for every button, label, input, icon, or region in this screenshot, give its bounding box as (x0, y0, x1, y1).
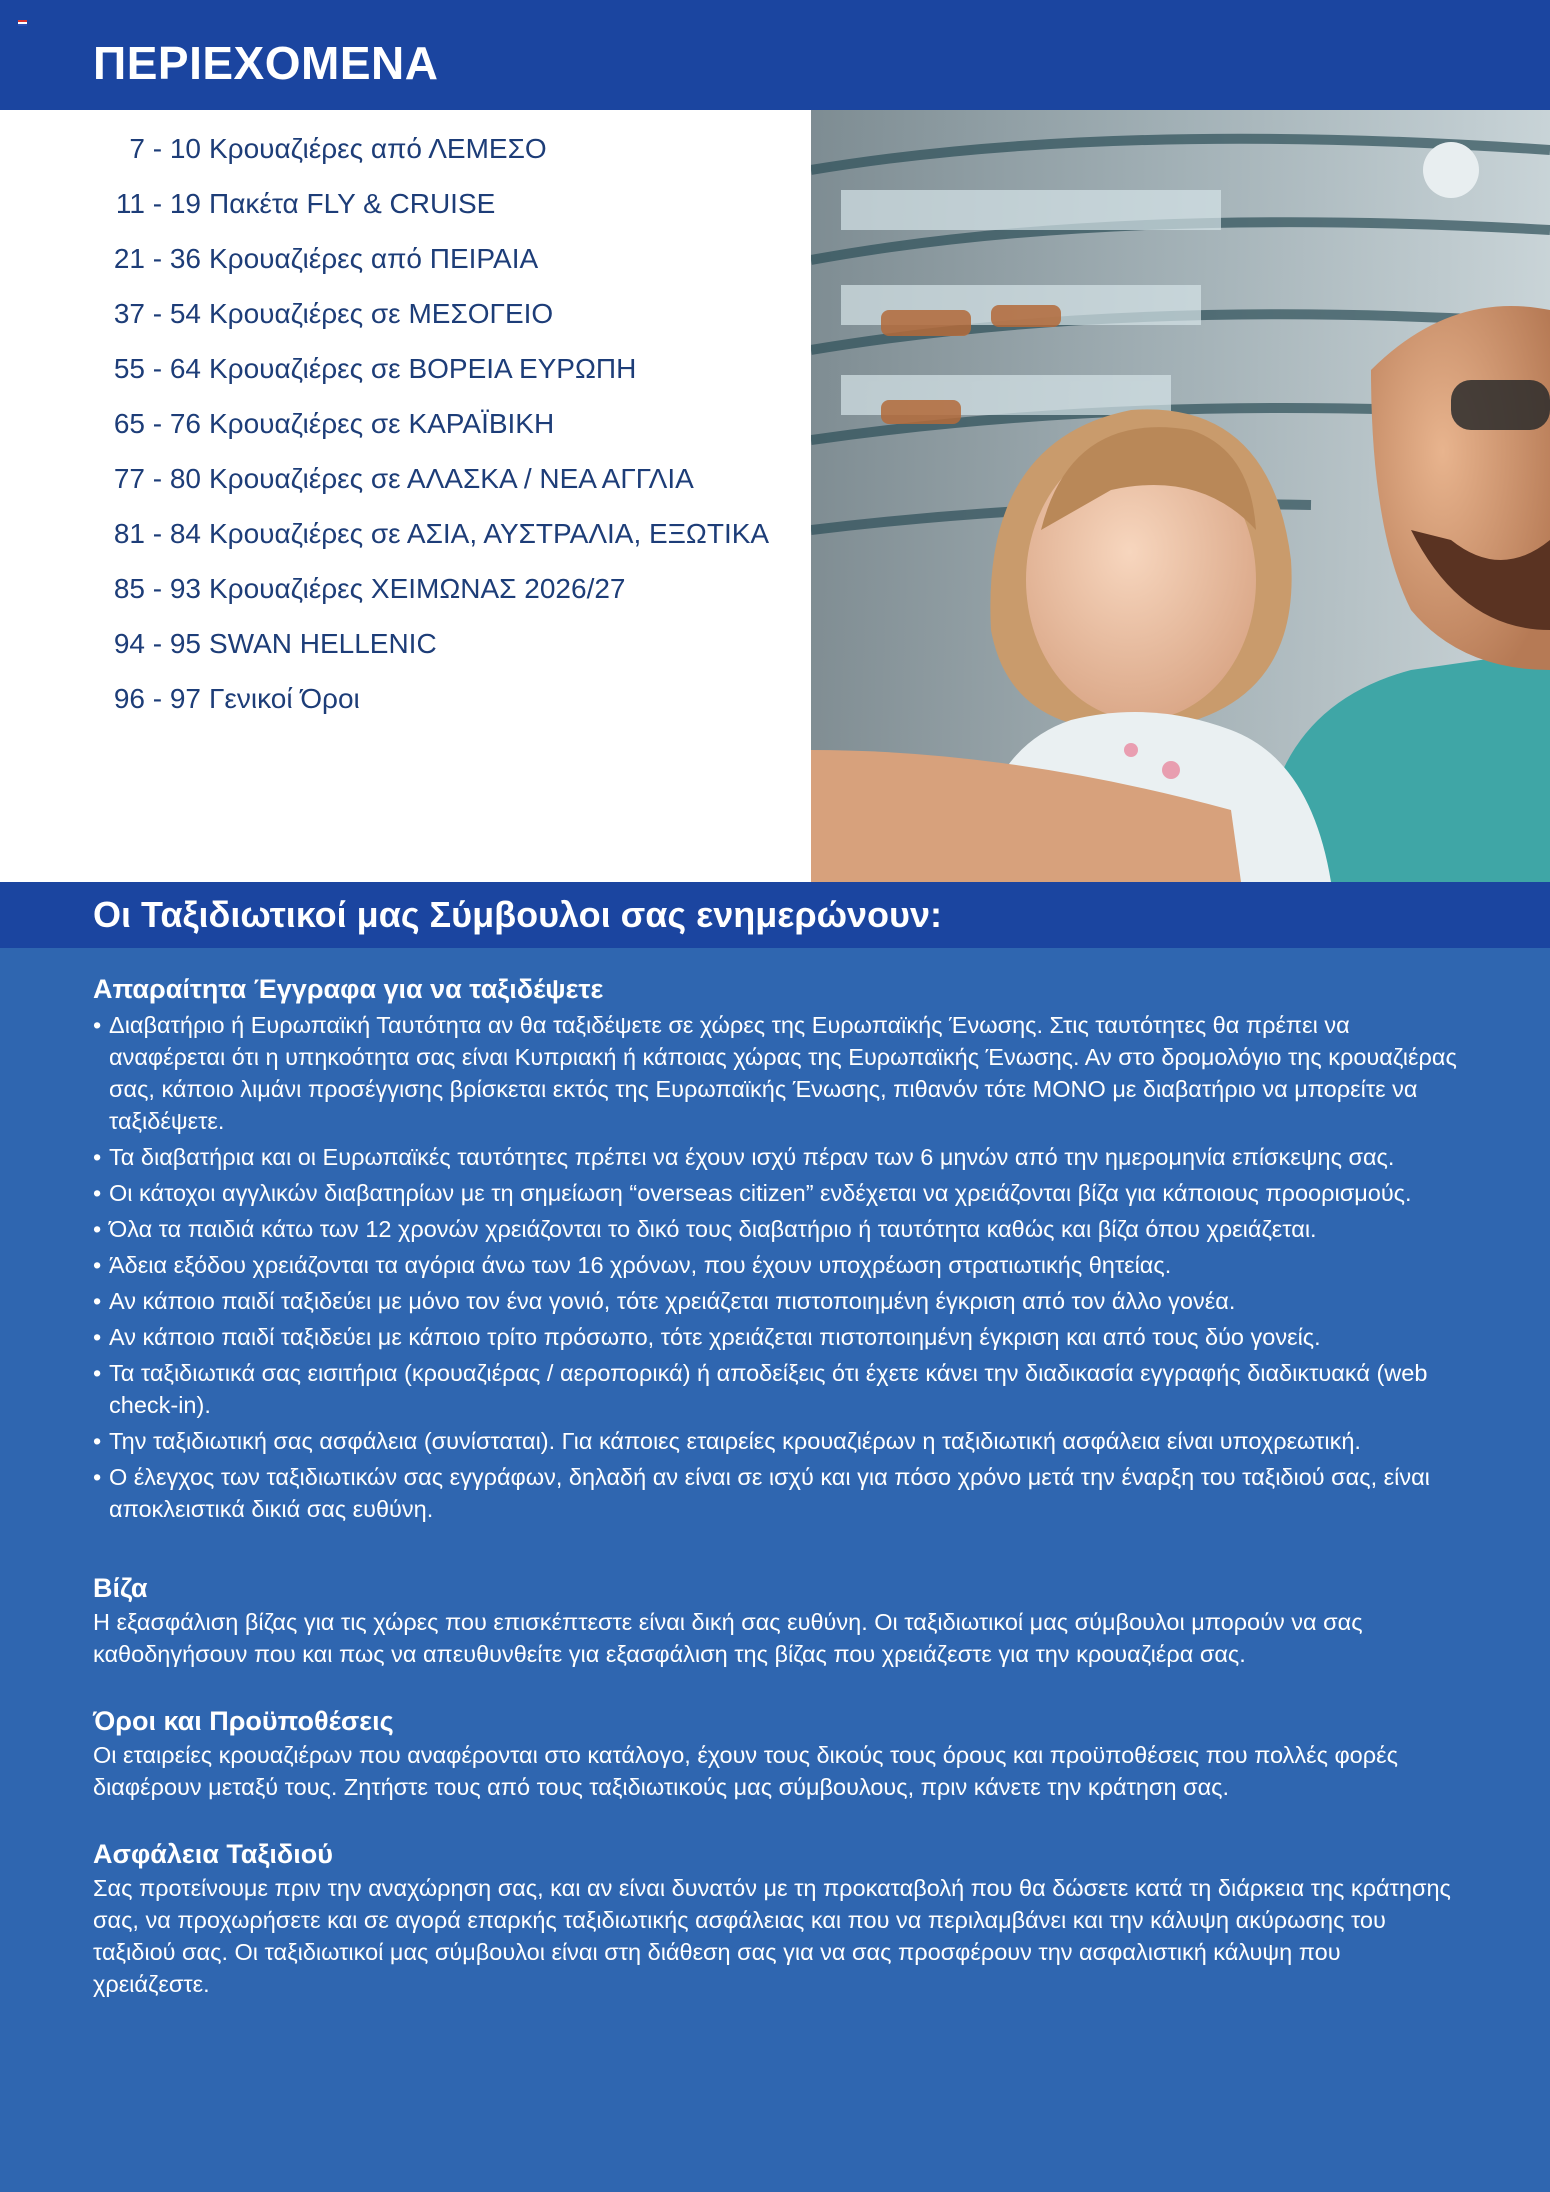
list-item: • Διαβατήριο ή Ευρωπαϊκή Ταυτότητα αν θα ταξιδέψετε σε χώρες της Ευρωπαϊκής Ένωσης. Στις ταυτότητες θα πρέπει να αναφέρεται ότι η υπηκοότητα σας είναι Κυπριακή ή κάποιας χώρας της Ευρωπαϊκής Ένωσης. Αν στο δρομολόγιο της κρουαζιέρας σας, κάποιο λιμάνι προσέγγισης βρίσκεται εκτός της Ευρωπαϊκής Ένωσης, πιθανόν τότε ΜΟΝΟ με διαβατήριο να μπορείτε να ταξιδέψετε. (93, 1009, 1458, 1137)
terms-text: Οι εταιρείες κρουαζιέρων που αναφέρονται στο κατάλογο, έχουν τους δικούς τους όρους και προϋποθέσεις που πολλές φορές διαφέρουν μεταξύ τους. Ζητήστε τους από τους ταξιδιωτικούς μας σύμβουλους, πριν κάνετε την κράτηση σας. (93, 1742, 1398, 1801)
visa-text: Η εξασφάλιση βίζας για τις χώρες που επισκέπτεστε είναι δική σας ευθύνη. Οι ταξιδιωτικοί μας σύμβουλοι μπορούν να σας καθοδηγήσουν που και πως να απευθυνθείτε για εξασφάλιση της βίζας που χρειάζεστε για την κρουαζιέρα σας. (93, 1609, 1363, 1668)
list-item: • Άδεια εξόδου χρειάζονται τα αγόρια άνω των 16 χρόνων, που έχουν υποχρέωση στρατιωτικής θητείας. (93, 1249, 1458, 1281)
toc-page-range: 94 - 95 (113, 628, 201, 659)
toc-item (93, 462, 769, 517)
table-of-contents (0, 110, 811, 882)
toc-item (93, 682, 769, 737)
advisors-title: Οι Ταξιδιωτικοί μας Σύμβουλοι σας ενημερώνουν: (93, 894, 942, 935)
toc-page-range: 81 - 84 (113, 518, 201, 549)
header-bar (0, 0, 1550, 110)
list-item: • Την ταξιδιωτική σας ασφάλεια (συνίσταται). Για κάποιες εταιρείες κρουαζιέρων η ταξιδιωτική ασφάλεια είναι υποχρεωτική. (93, 1425, 1458, 1457)
toc-item (93, 297, 769, 352)
terms-heading: Όροι και Προϋποθέσεις (93, 1706, 394, 1737)
list-item: • Αν κάποιο παιδί ταξιδεύει με κάποιο τρίτο πρόσωπο, τότε χρειάζεται πιστοποιημένη έγκριση και από τους δύο γονείς. (93, 1321, 1458, 1353)
toc-page-range: 7 - 10 (129, 133, 201, 164)
toc-item (93, 132, 769, 187)
toc-item-label: Κρουαζιέρες σε ΑΣΙΑ, ΑΥΣΤΡΑΛΙΑ, ΕΞΩΤΙΚΑ (209, 518, 770, 549)
list-item: • Τα διαβατήρια και οι Ευρωπαϊκές ταυτότητες πρέπει να έχουν ισχύ πέραν των 6 μηνών από την ημερομηνία επίσκεψης σας. (93, 1141, 1458, 1173)
toc-item-label: Κρουαζιέρες από ΛΕΜΕΣΟ (209, 133, 547, 164)
toc-page-range: 55 - 64 (113, 353, 201, 384)
list-item: • Όλα τα παιδιά κάτω των 12 χρονών χρειάζονται το δικό τους διαβατήριο ή ταυτότητα καθώς και βίζα όπου χρειάζεται. (93, 1213, 1458, 1245)
toc-item (93, 352, 769, 407)
toc-page-range: 21 - 36 (113, 243, 201, 274)
visa-heading: Βίζα (93, 1573, 148, 1604)
insurance-text: Σας προτείνουμε πριν την αναχώρηση σας, και αν είναι δυνατόν με τη προκαταβολή που θα δώσετε κατά τη διάρκεια της κράτησης σας, να προχωρήσετε και σε αγορά επαρκής ταξιδιωτικής ασφάλειας και που να περιλαμβάνει και την κάλυψη ακύρωσης του ταξιδιού σας. Οι ταξιδιωτικοί μας σύμβουλοι είναι στη διάθεση σας για να σας προσφέρουν την ασφαλιστική κάλυψη που χρειάζεστε. (93, 1875, 1451, 1998)
travel-info (93, 972, 1458, 2000)
toc-item-label: Κρουαζιέρες σε ΜΕΣΟΓΕΙΟ (209, 298, 554, 329)
page-title: ΠΕΡΙΕΧΟΜΕΝΑ (93, 37, 439, 89)
toc-item (93, 517, 769, 572)
insurance-heading: Ασφάλεια Ταξιδιού (93, 1839, 334, 1870)
toc-item (93, 187, 769, 242)
toc-item-label: Κρουαζιέρες ΧΕΙΜΩΝΑΣ 2026/27 (209, 573, 626, 604)
toc-item-label: Κρουαζιέρες από ΠΕΙΡΑΙΑ (209, 243, 539, 274)
toc-page-range: 65 - 76 (113, 408, 201, 439)
toc-item (93, 627, 769, 682)
toc-page-range: 77 - 80 (113, 463, 201, 494)
advisors-banner (0, 882, 1550, 948)
toc-item-label: Γενικοί Όροι (209, 683, 360, 714)
toc-item-label: Πακέτα FLY & CRUISE (209, 188, 496, 219)
documents-list (93, 1009, 1458, 1525)
documents-heading: Απαραίτητα Έγγραφα για να ταξιδέψετε (93, 974, 604, 1004)
list-item: • Οι κάτοχοι αγγλικών διαβατηρίων με τη σημείωση “overseas citizen” ενδέχεται να χρειάζονται βίζα για κάποιους προορισμούς. (93, 1177, 1458, 1209)
list-item: • Αν κάποιο παιδί ταξιδεύει με μόνο τον ένα γονιό, τότε χρειάζεται πιστοποιημένη έγκριση από τον άλλο γονέα. (93, 1285, 1458, 1317)
toc-item-label: SWAN HELLENIC (209, 628, 437, 659)
toc-page-range: 85 - 93 (113, 573, 201, 604)
list-item: • Τα ταξιδιωτικά σας εισιτήρια (κρουαζιέρας / αεροπορικά) ή αποδείξεις ότι έχετε κάνει την διαδικασία εγγραφής διαδικτυακά (web check-in). (93, 1357, 1458, 1421)
toc-item-label: Κρουαζιέρες σε ΑΛΑΣΚΑ / ΝΕΑ ΑΓΓΛΙΑ (209, 463, 694, 494)
toc-item (93, 572, 769, 627)
toc-page-range: 11 - 19 (115, 188, 201, 219)
toc-list (93, 132, 769, 737)
toc-page-range: 96 - 97 (113, 683, 201, 714)
toc-item (93, 242, 769, 297)
toc-item-label: Κρουαζιέρες σε ΒΟΡΕΙΑ ΕΥΡΩΠΗ (209, 353, 637, 384)
toc-page-range: 37 - 54 (113, 298, 201, 329)
list-item: • Ο έλεγχος των ταξιδιωτικών σας εγγράφων, δηλαδή αν είναι σε ισχύ και για πόσο χρόνο μετά την έναρξη του ταξιδιού σας, είναι αποκλειστικά δικιά σας ευθύνη. (93, 1461, 1458, 1525)
toc-item-label: Κρουαζιέρες σε ΚΑΡΑΪΒΙΚΗ (209, 408, 555, 439)
cruise-family-photo (811, 110, 1550, 882)
toc-item (93, 407, 769, 462)
flag-icon (18, 20, 27, 26)
